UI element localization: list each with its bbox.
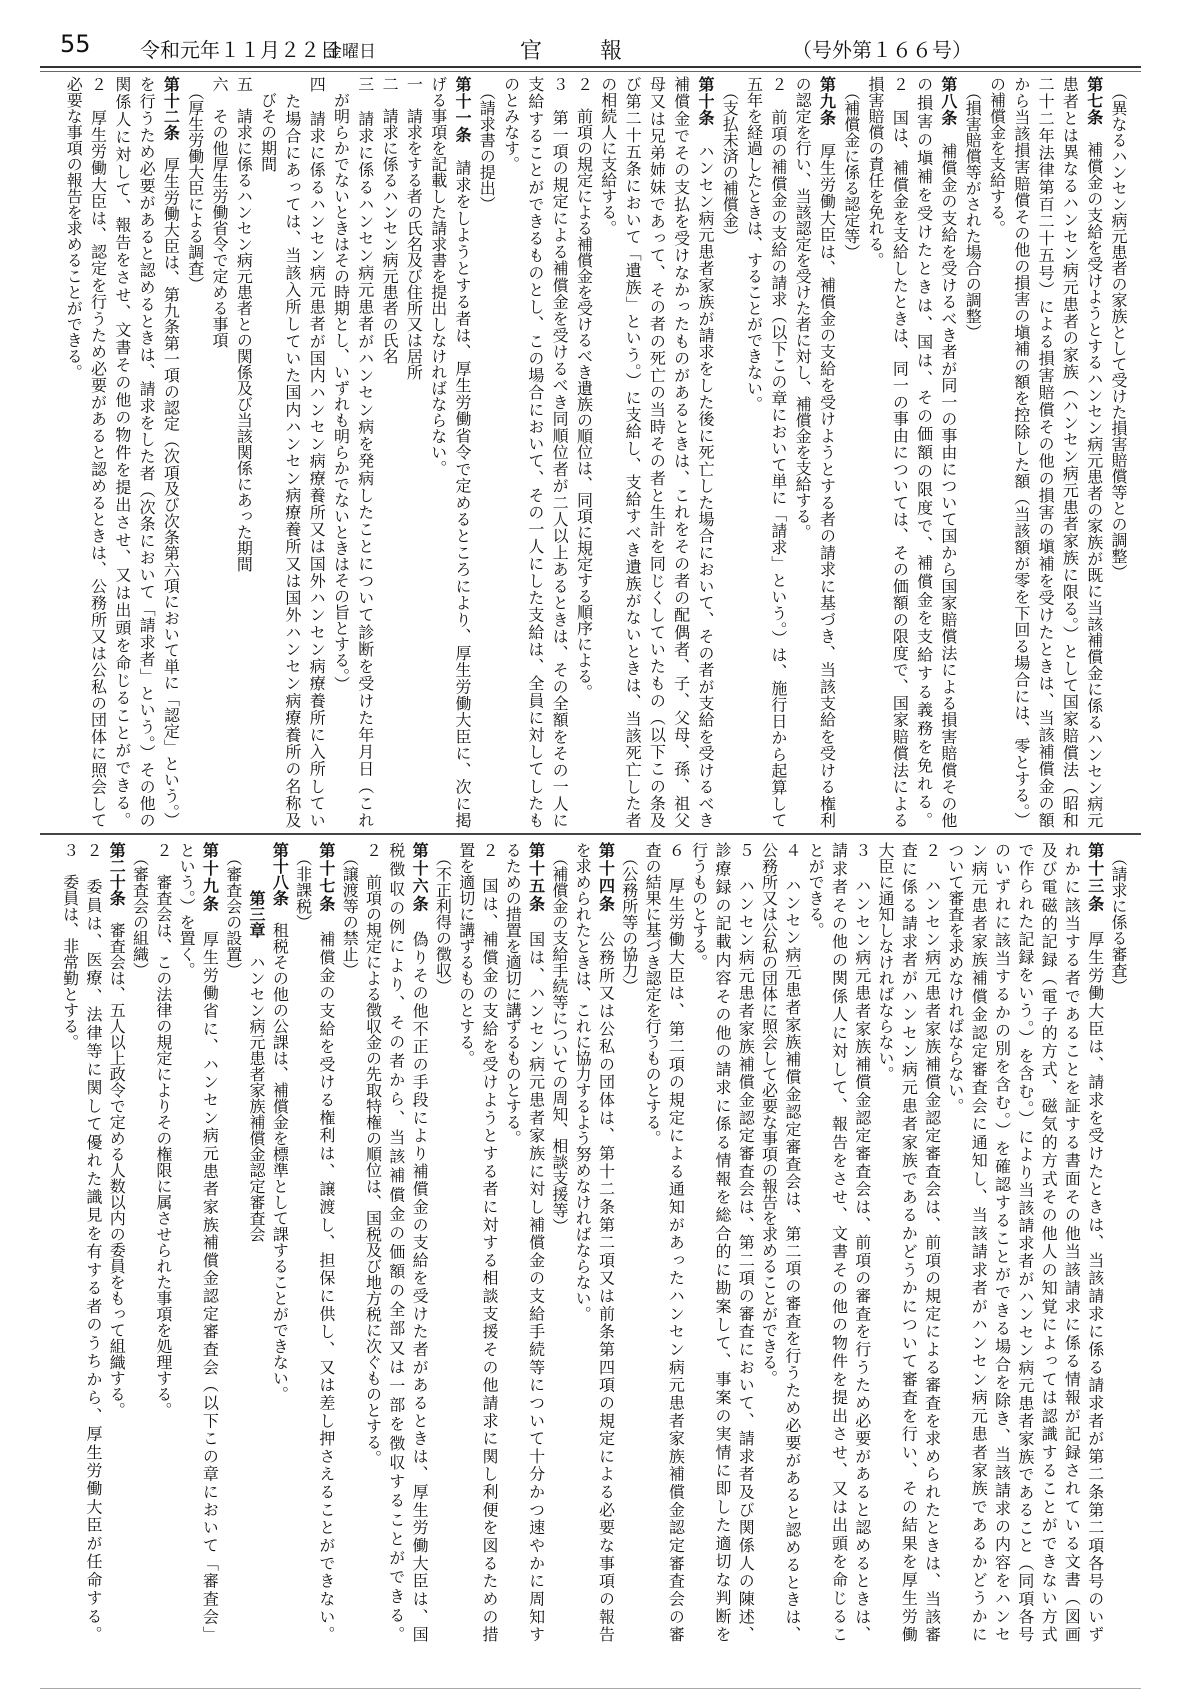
text-line	[338, 842, 361, 1642]
text-line	[198, 842, 221, 1642]
article-number: 第十八条	[270, 842, 290, 906]
line-text: （非課税）	[293, 842, 313, 930]
line-text: ２ 国は、補償金の支給を受けようとする者に対する相談支援その他請求に関し利便を図るための措	[479, 842, 499, 1642]
page-number: 55	[60, 30, 91, 58]
line-text: 国は、ハンセン病元患者家族に対し補償金の支給手続等について十分かつ速やかに周知す	[526, 913, 546, 1643]
line-text: ン病元患者家族補償金認定審査会に通知し、当該請求者がハンセン病元患者家族であるかどうかに	[969, 842, 989, 1642]
line-text: 損害賠償の責任を免れる。	[866, 76, 886, 268]
text-line	[175, 842, 198, 1642]
line-text: 行うものとする。	[689, 842, 709, 970]
line-text: 厚生労働大臣は、補償金の支給を受けようとする者の請求に基づき、当該支給を受ける権利	[817, 126, 837, 829]
text-line	[960, 76, 984, 828]
line-text: 税徴収の例により、その者から、当該補償金の価額の全部又は一部を徴収することができる。	[386, 842, 406, 1642]
text-line	[827, 842, 850, 1642]
line-text: 査に係る請求者がハンセン病元患者家族であるかどうかについて審査を行い、その結果を厚生労働	[899, 842, 919, 1642]
line-text: （損害賠償等がされた場合の調整）	[963, 76, 983, 340]
line-text: ２ ハンセン病元患者家族補償金認定審査会は、前項の規定による審査を求められたときは、当該審	[922, 842, 942, 1642]
line-text: ２ 前項の規定による徴収金の先取特権の順位は、国税及び地方税に次ぐものとする。	[363, 842, 383, 1466]
line-text: を求められたときは、これに協力するよう努めなければならない。	[573, 842, 593, 1322]
text-line	[990, 842, 1013, 1642]
line-text: 及び電磁的記録（電子的方式、磁気的方式その他人の知覚によっては認識することができない方式	[1039, 842, 1059, 1642]
text-line	[548, 842, 571, 1642]
line-text: 五 請求に係るハンセン病元患者との関係及び当該関係にあった期間	[234, 76, 254, 572]
line-text: 支給することができるものとし、この場合において、その一人にした支給は、全員に対してしたも	[525, 76, 545, 828]
text-line	[664, 842, 687, 1642]
text-line	[1014, 842, 1037, 1642]
text-line	[1106, 76, 1130, 828]
text-line	[863, 76, 887, 828]
line-text: が明らかでないときはその時期とし、いずれも明らかでないときはその旨とする。）	[331, 76, 351, 692]
text-line	[1060, 842, 1083, 1642]
line-text: びその期間	[258, 76, 278, 172]
text-line	[221, 842, 244, 1642]
text-line	[711, 842, 734, 1642]
line-text: （公務所等の協力）	[619, 842, 639, 994]
text-line	[781, 842, 804, 1642]
text-line	[1009, 76, 1033, 828]
article-number: 第二十条	[107, 842, 127, 906]
line-text: 患者とは異なるハンセン病元患者の家族（ハンセン病元患者家族に限る。）として国家賠償法（昭和	[1060, 76, 1080, 828]
text-line	[85, 76, 109, 828]
article-number: 第十二条	[161, 76, 181, 141]
weekday: 金曜日	[325, 42, 376, 62]
text-line	[291, 842, 314, 1642]
text-line	[425, 76, 449, 828]
upper-text-block	[58, 76, 1130, 828]
article-number: 第十四条	[596, 842, 616, 914]
text-line	[741, 76, 765, 828]
line-text: 補償金でその支払を受けなかったものがあるときは、これをその者の配偶者、子、父母、孫、祖父	[671, 76, 691, 828]
line-text: ２ 国は、補償金を支給したときは、同一の事由については、その価額の限度で、国家賠償法による	[890, 76, 910, 829]
text-line	[1081, 76, 1105, 828]
text-line	[207, 76, 231, 828]
line-text: ハンセン病元患者家族が請求をした後に死亡した場合において、その者が支給を受けるべき	[695, 126, 715, 829]
text-line	[571, 842, 594, 1642]
text-line	[1057, 76, 1081, 828]
lower-text-block	[58, 842, 1130, 1642]
line-text: 厚生労働大臣は、請求を受けたときは、当該請求に係る請求者が第二条第二項各号のいず	[1085, 913, 1105, 1643]
article-number: 第七条	[1084, 76, 1104, 126]
text-line	[850, 842, 873, 1642]
line-text: 請求者その他の関係人に対して、報告をさせ、文書その他の物件を提出させ、又は出頭を命じるこ	[829, 842, 849, 1642]
line-text: （補償金の支給手続等についての周知、相談支援等）	[549, 842, 569, 1234]
line-text: 厚生労働省に、ハンセン病元患者家族補償金認定審査会（以下この章において「審査会」	[200, 913, 220, 1643]
text-line	[717, 76, 741, 828]
text-line	[431, 842, 454, 1642]
line-text: 三 請求に係るハンセン病元患者がハンセン病を発病したことについて診断を受けた年月日（これ	[355, 76, 375, 828]
line-text: 租税その他の公課は、補償金を標準として課することができない。	[270, 906, 290, 1402]
line-text: 厚生労働大臣は、第九条第一項の認定（次項及び次条第六項において単に「認定」という。）	[161, 140, 181, 829]
text-line	[401, 76, 425, 828]
line-text: （異なるハンセン病元患者の家族として受けた損害賠償等との調整）	[1109, 76, 1128, 580]
text-line	[911, 76, 935, 828]
line-text: 四 請求に係るハンセン病元患者が国内ハンセン病療養所又は国外ハンセン病療養所に入所してい	[307, 76, 327, 828]
page-header	[40, 30, 1141, 64]
text-line	[501, 842, 524, 1642]
line-text: 必要な事項の報告を求めることができる。	[64, 76, 84, 380]
line-text: （補償金に係る認定等）	[841, 76, 861, 260]
text-line	[944, 842, 967, 1642]
text-line	[814, 76, 838, 828]
line-text: のいずれに該当するかの別を含む。）を確認することができる場合を除き、当該請求の内容をハンセ	[992, 842, 1012, 1642]
text-line	[158, 76, 182, 828]
line-text: ５ ハンセン病元患者家族補償金認定審査会は、第二項の審査において、請求者及び関係人の陳述、	[736, 842, 756, 1642]
article-number: 第十九条	[200, 842, 220, 914]
line-text: ２ 前項の補償金の支給の請求（以下この章において単に「請求」という。）は、施行日から起算して	[768, 76, 788, 828]
line-text: の損害の塡補を受けたときは、国は、その価額の限度で、補償金を支給する義務を免れる。	[914, 76, 934, 829]
text-line	[454, 842, 477, 1642]
text-line	[734, 842, 757, 1642]
article-number: 第十一条	[452, 76, 472, 143]
chapter-heading: 第三章	[247, 842, 267, 938]
text-line	[245, 842, 268, 1642]
text-line	[804, 842, 827, 1642]
text-line	[128, 842, 151, 1642]
text-line	[595, 76, 619, 828]
publication-title: 官報	[520, 39, 681, 64]
text-line	[280, 76, 304, 828]
line-text: 診療録の記載内容その他の請求に係る情報を総合的に勘案して、事案の実情に即した適切な判断を	[712, 842, 732, 1642]
line-text: （審査会の組織）	[130, 842, 150, 978]
text-line	[668, 76, 692, 828]
line-text: （審査会の設置）	[223, 842, 243, 978]
article-number: 第十五条	[526, 842, 546, 914]
article-number: 第九条	[817, 76, 837, 127]
article-number: 第十六条	[410, 842, 430, 914]
line-text: という。）を置く。	[177, 842, 197, 978]
text-line	[231, 76, 255, 828]
text-line	[361, 842, 384, 1642]
issue-date: 令和元年１１月２２日	[140, 38, 340, 62]
line-text: 二十二年法律第百二十五号）による損害賠償その他の損害の塡補を受けたときは、当該補償金の額	[1036, 76, 1056, 828]
text-line	[353, 76, 377, 828]
line-text: 補償金の支給を受けるべき者が同一の事由について国から国家賠償法による損害賠償その他	[938, 126, 958, 829]
line-text: 置を適切に講ずるものとする。	[456, 842, 476, 1066]
text-line	[268, 842, 291, 1642]
text-line	[620, 76, 644, 828]
line-text: 一 請求をする者の氏名及び住所又は居所	[404, 76, 424, 380]
line-text: （支払未済の補償金）	[720, 76, 740, 244]
line-text: た場合にあっては、当該入所していた国内ハンセン病療養所又は国外ハンセン病療養所の名称及	[282, 76, 302, 828]
text-line	[385, 842, 408, 1642]
text-line	[887, 76, 911, 828]
line-text: 偽りその他不正の手段により補償金の支給を受けた者があるときは、厚生労働大臣は、国	[410, 913, 430, 1643]
text-line	[134, 76, 158, 828]
issue-number: （号外第１６６号）	[792, 38, 972, 62]
line-text: ハンセン病元患者家族補償金認定審査会	[247, 938, 267, 1242]
text-line	[594, 842, 617, 1642]
text-line	[110, 76, 134, 828]
line-text: （請求書の提出）	[477, 76, 497, 212]
text-line	[967, 842, 990, 1642]
line-text: 大臣に通知しなければならない。	[876, 842, 896, 1082]
line-text: 六 その他厚生労働省令で定める事項	[210, 76, 230, 348]
text-line	[757, 842, 780, 1642]
article-number: 第十七条	[316, 842, 336, 914]
footer-divider	[40, 1688, 1141, 1689]
text-line	[315, 842, 338, 1642]
line-text: ４ ハンセン病元患者家族補償金認定審査会は、第二項の審査を行うため必要があると認めるときは、	[782, 842, 802, 1642]
line-text: 補償金の支給を受ける権利は、譲渡し、担保に供し、又は差し押さえることができない。	[316, 913, 336, 1643]
text-line	[328, 76, 352, 828]
text-line	[838, 76, 862, 828]
text-line	[617, 842, 640, 1642]
text-line	[474, 76, 498, 828]
line-text: （不正利得の徴収）	[433, 842, 453, 994]
text-line	[82, 842, 105, 1642]
line-text: 関係人に対して、報告をさせ、文書その他の物件を提出させ、又は出頭を命じることができる。	[112, 76, 132, 828]
line-text: （厚生労働大臣による調査）	[185, 76, 205, 292]
text-line	[105, 842, 128, 1642]
line-text: で作られた記録をいう。）を含む。）により当該請求者がハンセン病元患者家族であること（同項各号	[1015, 842, 1035, 1642]
text-line	[304, 76, 328, 828]
text-line	[897, 842, 920, 1642]
text-line	[523, 76, 547, 828]
text-line	[1033, 76, 1057, 828]
article-number: 第十三条	[1085, 842, 1105, 914]
text-line	[693, 76, 717, 828]
text-line	[152, 842, 175, 1642]
text-line	[377, 76, 401, 828]
text-line	[984, 76, 1008, 828]
text-line	[408, 842, 431, 1642]
line-text: げる事項を記載した請求書を提出しなければならない。	[428, 76, 448, 476]
line-text: ２ 委員は、医療、法律等に関して優れた識見を有する者のうちから、厚生労働大臣が任命する。	[83, 842, 103, 1642]
text-line	[255, 76, 279, 828]
line-text: から当該損害賠償その他の損害の塡補の額を控除した額（当該額が零を下回る場合には、零とする。）	[1011, 76, 1031, 828]
text-line	[790, 76, 814, 828]
text-line	[936, 76, 960, 828]
text-line	[1083, 842, 1106, 1642]
text-line	[766, 76, 790, 828]
line-text: 母又は兄弟姉妹であって、その者の死亡の当時その者と生計を同じくしていたもの（以下この条及	[647, 76, 667, 828]
line-text: 五年を経過したときは、することができない。	[744, 76, 764, 412]
text-line	[1037, 842, 1060, 1642]
line-text: を行うため必要があると認めるときは、請求をした者（次条において「請求者」という。）その他の	[137, 76, 157, 828]
text-line	[498, 76, 522, 828]
line-text: とができる。	[806, 842, 826, 938]
text-line	[571, 76, 595, 828]
line-text: 二 請求に係るハンセン病元患者の氏名	[380, 76, 400, 364]
line-text: 審査会は、五人以上政令で定める人数以内の委員をもって組織する。	[107, 906, 127, 1418]
text-line	[61, 76, 85, 828]
text-line	[641, 842, 664, 1642]
line-text: るための措置を適切に講ずるものとする。	[503, 842, 523, 1146]
text-line	[450, 76, 474, 828]
line-text: の補償金を支給する。	[987, 76, 1007, 236]
line-text: ２ 厚生労働大臣は、認定を行うため必要があると認めるときは、公務所又は公私の団体に照会して	[88, 76, 108, 828]
line-text: の相続人に支給する。	[598, 76, 618, 236]
line-text: 査の結果に基づき認定を行うものとする。	[643, 842, 663, 1146]
line-text: 補償金の支給を受けようとするハンセン病元患者の家族が既に当該補償金に係るハンセン病元	[1084, 125, 1104, 829]
text-line	[920, 842, 943, 1642]
line-text: のとみなす。	[501, 76, 521, 172]
section-divider	[40, 833, 1141, 835]
line-text: （請求に係る審査）	[1109, 842, 1128, 994]
line-text: 公務所又は公私の団体に照会して必要な事項の報告を求めることができる。	[759, 842, 779, 1386]
line-text: 請求をしようとする者は、厚生労働省令で定めるところにより、厚生労働大臣に、次に掲	[452, 142, 472, 829]
header-divider	[40, 66, 1141, 72]
line-text: 公務所又は公私の団体は、第十二条第二項又は前条第四項の規定による必要な事項の報告	[596, 913, 616, 1643]
line-text: れかに該当する者であることを証する書面その他当該請求に係る情報が記録されている文書（図画	[1062, 842, 1082, 1642]
line-text: ３ ハンセン病元患者家族補償金認定審査会は、前項の審査を行うため必要があると認めるときは、	[852, 842, 872, 1642]
text-line	[478, 842, 501, 1642]
text-line	[687, 842, 710, 1642]
line-text: ３ 委員は、非常勤とする。	[60, 842, 80, 1050]
line-text: ついて審査を求めなければならない。	[945, 842, 965, 1114]
line-text: （譲渡等の禁止）	[340, 842, 360, 978]
text-line	[524, 842, 547, 1642]
article-number: 第十条	[695, 76, 715, 127]
line-text: ３ 第一項の規定による補償金を受けるべき同順位者が二人以上あるときは、その全額をその一人に	[550, 76, 570, 829]
line-text: ２ 前項の規定による補償金を受けるべき遺族の順位は、同項に規定する順序による。	[574, 76, 594, 700]
line-text: の認定を行い、当該認定を受けた者に対し、補償金を支給する。	[793, 76, 813, 540]
text-line	[644, 76, 668, 828]
line-text: び第二十五条において「遺族」という。）に支給し、支給すべき遺族がないときは、当該死亡した者	[623, 76, 643, 829]
text-line	[1107, 842, 1130, 1642]
text-line	[547, 76, 571, 828]
article-number: 第八条	[938, 76, 958, 127]
line-text: ２ 審査会は、この法律の規定によりその権限に属させられた事項を処理する。	[153, 842, 173, 1418]
line-text: ６ 厚生労働大臣は、第二項の規定による通知があったハンセン病元患者家族補償金認定審査会の審	[666, 842, 686, 1642]
text-line	[58, 842, 81, 1642]
text-line	[874, 842, 897, 1642]
text-line	[182, 76, 206, 828]
